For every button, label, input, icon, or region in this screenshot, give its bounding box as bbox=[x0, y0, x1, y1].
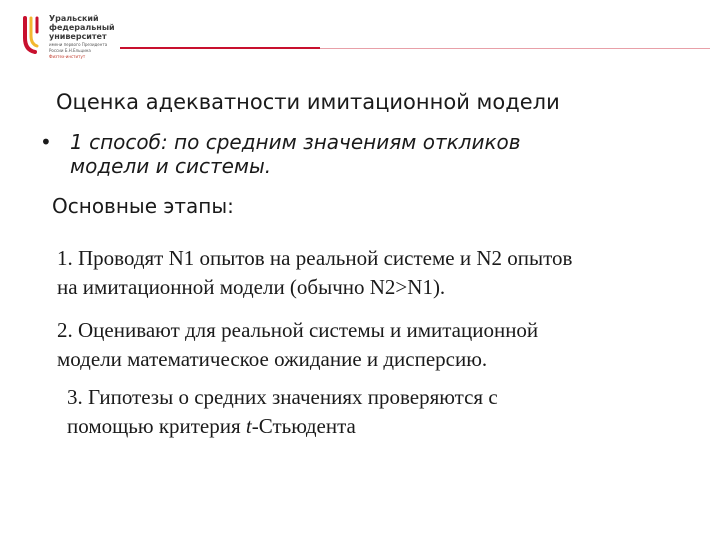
logo-subline-1: имени первого Президента bbox=[49, 42, 108, 47]
step-2-line-2: модели математическое ожидание и дисперсию. bbox=[57, 347, 488, 371]
step-1-line-1: 1. Проводят N1 опытов на реальной системе и N2 опытов bbox=[57, 246, 573, 270]
bullet-text-line-2: модели и системы. bbox=[70, 154, 272, 178]
university-logo bbox=[22, 14, 132, 66]
step-3-line-2-italic: t bbox=[245, 414, 252, 438]
step-3-line-2-suffix: -Стьюдента bbox=[251, 414, 356, 438]
bullet-text-line-1: 1 способ: по средним значениям откликов bbox=[70, 130, 521, 154]
step-3-line-1: 3. Гипотезы о средних значениях проверяются с bbox=[67, 385, 498, 409]
step-3-line-2-prefix: помощью критерия bbox=[67, 414, 246, 438]
university-emblem-icon bbox=[22, 16, 44, 60]
bullet-text bbox=[70, 130, 680, 178]
bullet-marker: • bbox=[40, 130, 52, 154]
logo-line-1: Уральский bbox=[49, 14, 99, 23]
slide-title: Оценка адекватности имитационной модели bbox=[56, 90, 560, 114]
step-3 bbox=[67, 383, 687, 441]
header-divider-accent bbox=[120, 47, 320, 49]
logo-text bbox=[49, 14, 139, 60]
logo-tagline: Физтех-институт bbox=[49, 54, 86, 59]
step-1-line-2: на имитационной модели (обычно N2>N1). bbox=[57, 275, 446, 299]
stages-heading: Основные этапы: bbox=[52, 194, 234, 218]
step-2 bbox=[57, 316, 697, 374]
logo-line-3: университет bbox=[49, 32, 107, 41]
step-1 bbox=[57, 244, 697, 302]
step-3-line-2 bbox=[67, 412, 687, 441]
logo-subline-2: России Б.Н.Ельцина bbox=[49, 48, 91, 53]
logo-line-2: федеральный bbox=[49, 23, 115, 32]
step-2-line-1: 2. Оценивают для реальной системы и имитационной bbox=[57, 318, 539, 342]
